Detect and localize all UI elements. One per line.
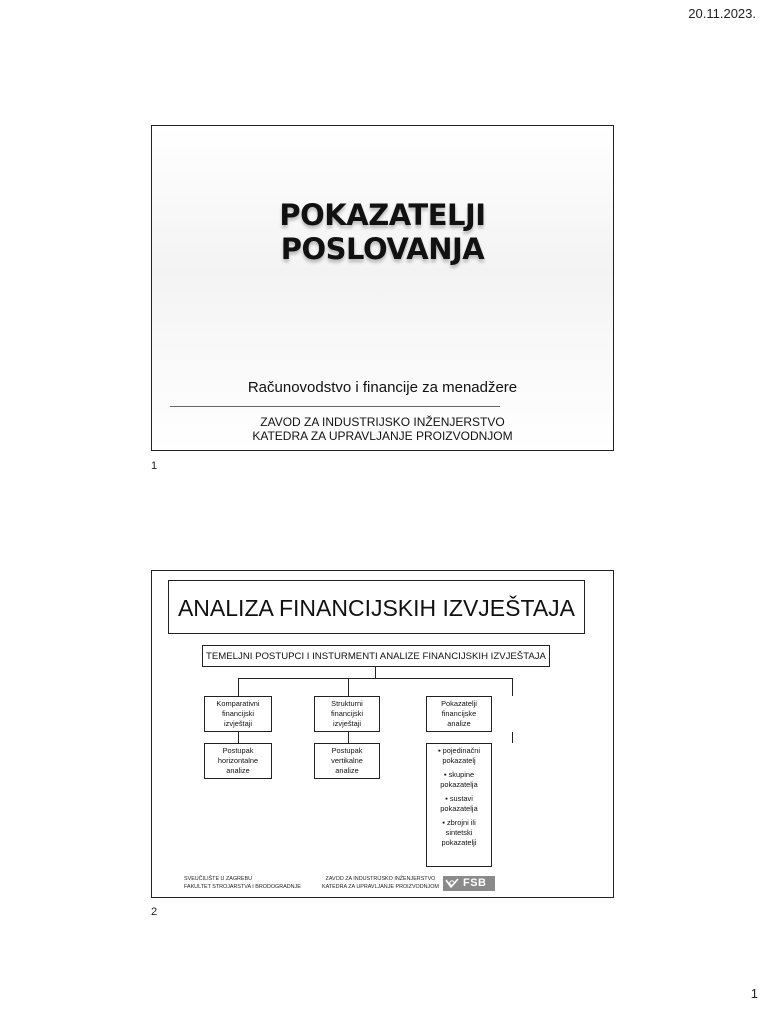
footer-department [322,875,439,891]
connector-branch-2 [348,678,349,696]
slide-number-2: 2 [151,906,158,918]
list-line: ▪ zbrojni ili [442,818,476,827]
branch-line: Komparativni [216,699,260,708]
slide-title-line-1: POKAZATELJI [279,198,486,232]
diagram-root-box: TEMELJNI POSTUPCI I INSTURMENTI ANALIZE FINANCIJSKIH IZVJEŠTAJA [202,645,550,667]
branch-line: izvještaji [333,719,361,728]
slide-title-line-2: POSLOVANJA [280,232,485,266]
slide-background [152,126,613,450]
child-line: vertikalne [331,756,363,765]
branch-line: financijski [330,709,364,718]
footer-line: ZAVOD ZA INDUSTRIJSKO INŽENJERSTVO [325,876,436,882]
footer-line: SVEUČILIŠTE U ZAGREBU [184,876,252,882]
course-subtitle: Računovodstvo i financije za menadžere [247,379,518,396]
connector-branch-1 [238,678,239,696]
child-box-vertical [314,743,380,779]
slide-number-1: 1 [151,460,158,472]
child-line: horizontalne [217,756,259,765]
fsb-emblem-icon [445,878,459,889]
list-line: ▪ sustavi [445,794,473,803]
branch-line: analize [447,719,471,728]
list-item [427,746,491,766]
list-line: sintetski [445,828,473,837]
branch-box-structural [314,696,380,732]
connector-child-2 [348,732,349,743]
footer-line: FAKULTET STROJARSTVA I BRODOGRADNJE [184,884,301,890]
branch-line: Strukturni [331,699,363,708]
child-line: analize [335,766,359,775]
child-line: Postupak [331,746,363,755]
list-item [427,794,491,814]
slide-1 [151,125,614,451]
institute-line-1: ZAVOD ZA INDUSTRIJSKO INŽENJERSTVO [260,415,505,429]
branch-line: financijske [441,709,477,718]
branch-line: izvještaji [224,719,252,728]
connector-horizontal [238,678,512,679]
connector-branch-3 [512,678,513,696]
slide-2 [151,570,614,898]
branch-line: Pokazatelji [441,699,477,708]
child-box-horizontal [204,743,272,779]
institute-line-2: KATEDRA ZA UPRAVLJANJE PROIZVODNJOM [252,429,513,443]
connector-child-1 [238,732,239,743]
page-date: 20.11.2023. [688,6,756,21]
indicators-list-box [426,743,492,867]
list-line: ▪ skupine [443,770,475,779]
list-line: ▪ pojedinačni [437,746,481,755]
child-line: analize [226,766,250,775]
divider [170,406,500,407]
list-item [427,818,491,848]
list-line: pokazatelja [440,780,478,789]
slide-title: ANALIZA FINANCIJSKIH IZVJEŠTAJA [168,580,585,634]
fsb-logo-text: FSB [463,877,487,889]
branch-box-indicators [426,696,492,732]
fsb-logo [443,876,495,891]
child-line: Postupak [222,746,254,755]
branch-box-comparative [204,696,272,732]
connector-child-3 [512,732,513,743]
branch-line: financijski [221,709,255,718]
list-line: pokazatelj [442,756,476,765]
list-line: pokazatelja [440,804,478,813]
list-line: pokazatelji [441,838,477,847]
list-item [427,770,491,790]
footer-line: KATEDRA ZA UPRAVLJANJE PROIZVODNJOM [322,884,439,890]
footer-university [184,875,301,891]
page-number: 1 [750,986,758,1001]
